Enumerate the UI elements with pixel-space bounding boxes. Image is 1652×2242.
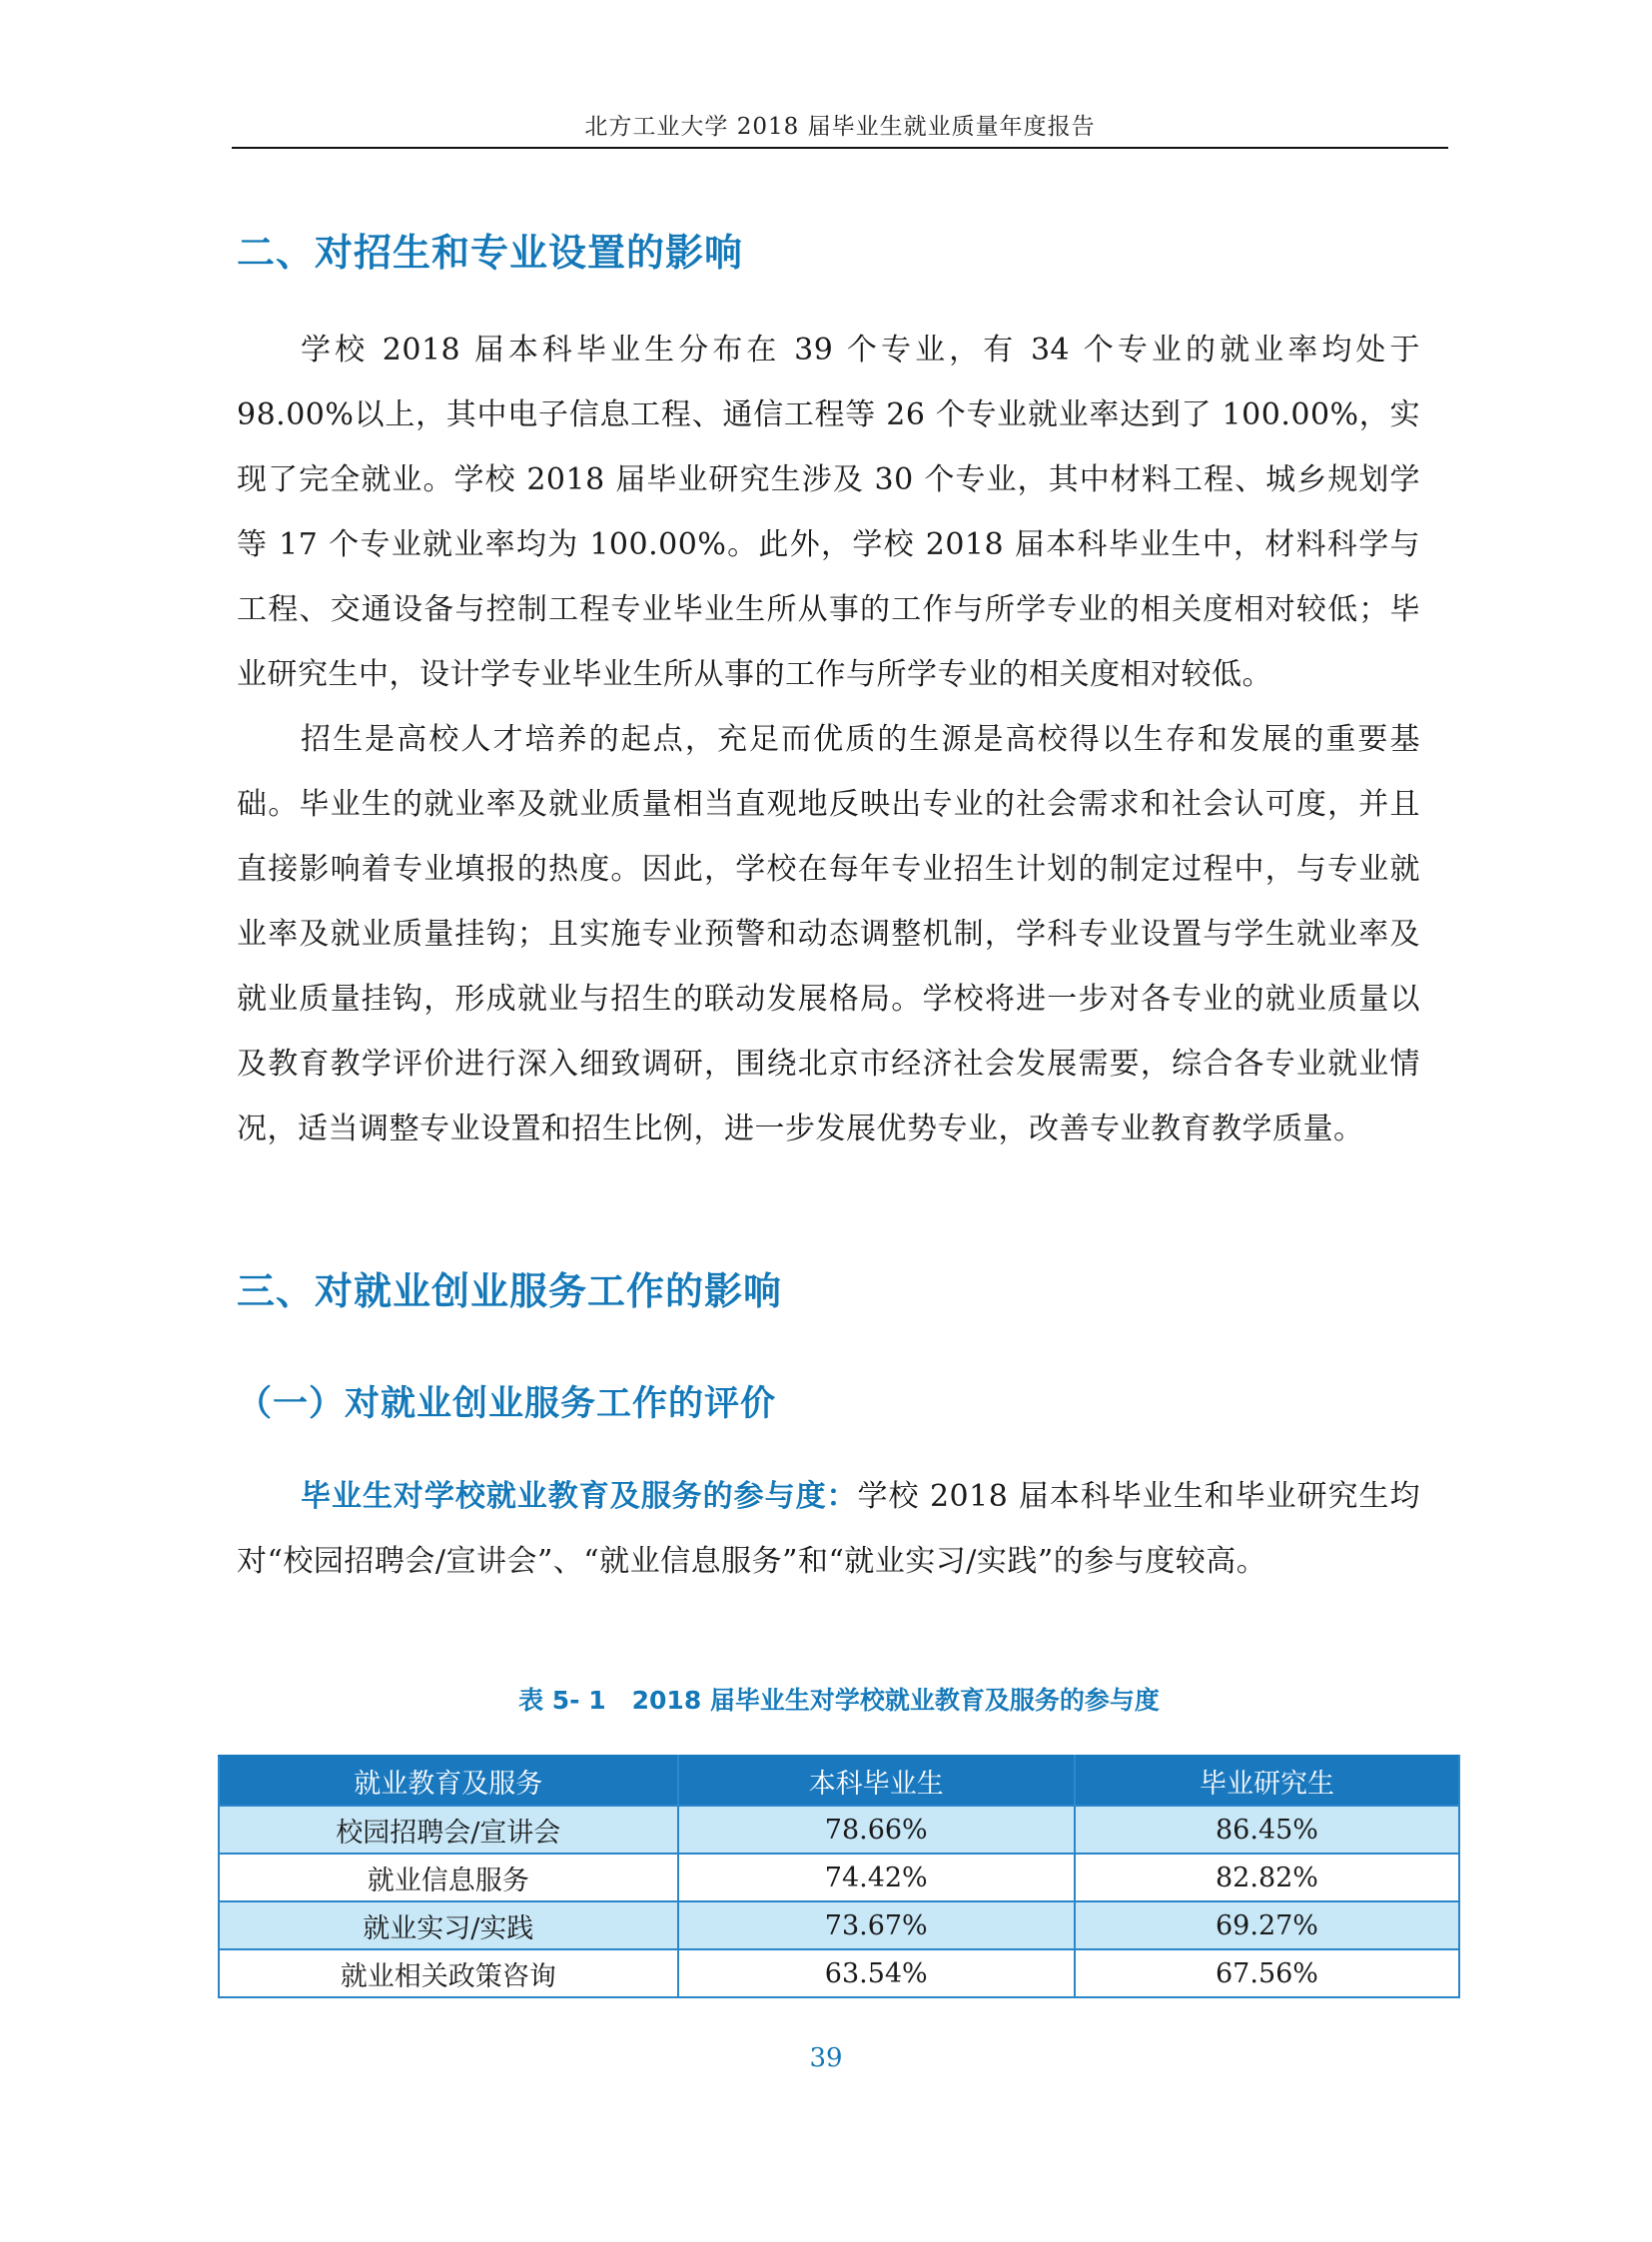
table-row bbox=[219, 1806, 1459, 1854]
table-header-row bbox=[219, 1756, 1459, 1806]
table-cell-undergraduate: 73.67% bbox=[678, 1901, 1075, 1949]
subsection-heading-evaluation: （一）对就业创业服务工作的评价 bbox=[237, 1384, 777, 1424]
paragraph-major-employment: 学校 2018 届本科毕业生分布在 39 个专业，有 34 个专业的就业率均处于 98.00%以上，其中电子信息工程、通信工程等 26 个专业就业率达到了 100.00%，实现了完全就业。学校 2018 届毕业研究生涉及 30 个专业，其中材料工程、城乡规划学等 17 个专业就业率均为 100.00%。此外，学校 2018 届本科毕业生中，材料科学与工程、交通设备与控制工程专业毕业生所从事的工作与所学专业的相关度相对较低；毕业研究生中，设计学专业毕业生所从事的工作与所学专业的相关度相对较低。 bbox=[237, 333, 1420, 692]
section-heading-services: 三、对就业创业服务工作的影响 bbox=[237, 1269, 783, 1313]
table-cell-undergraduate: 74.42% bbox=[678, 1854, 1075, 1901]
table-cell-graduate: 82.82% bbox=[1075, 1854, 1459, 1901]
table-caption bbox=[218, 1681, 1460, 1717]
table-row bbox=[219, 1949, 1459, 1997]
paragraph-enrollment-linkage: 招生是高校人才培养的起点，充足而优质的生源是高校得以生存和发展的重要基础。毕业生的就业率及就业质量相当直观地反映出专业的社会需求和社会认可度，并且直接影响着专业填报的热度。因此，学校在每年专业招生计划的制定过程中，与专业就业率及就业质量挂钩；且实施专业预警和动态调整机制，学科专业设置与学生就业率及就业质量挂钩，形成就业与招生的联动发展格局。学校将进一步对各专业的就业质量以及教育教学评价进行深入细致调研，围绕北京市经济社会发展需要，综合各专业就业情况，适当调整专业设置和招生比例，进一步发展优势专业，改善专业教育教学质量。 bbox=[237, 722, 1420, 1146]
table-row bbox=[219, 1854, 1459, 1901]
running-header: 北方工业大学 2018 届毕业生就业质量年度报告 bbox=[584, 114, 1096, 140]
table-cell-undergraduate: 78.66% bbox=[678, 1806, 1075, 1854]
table-header-undergraduate: 本科毕业生 bbox=[678, 1756, 1075, 1806]
participation-table bbox=[218, 1755, 1460, 1998]
table-caption-title: 2018 届毕业生对学校就业教育及服务的参与度 bbox=[631, 1686, 1160, 1715]
table-cell-service: 就业实习/实践 bbox=[219, 1901, 678, 1949]
lead-in-label: 毕业生对学校就业教育及服务的参与度： bbox=[301, 1479, 858, 1514]
table-cell-undergraduate: 63.54% bbox=[678, 1949, 1075, 1997]
table-cell-service: 就业信息服务 bbox=[219, 1854, 678, 1901]
table-row bbox=[219, 1901, 1459, 1949]
paragraph-participation bbox=[237, 1464, 1420, 1594]
table-header-graduate: 毕业研究生 bbox=[1075, 1756, 1459, 1806]
header-rule bbox=[232, 147, 1448, 149]
table-caption-number: 表 5- 1 bbox=[518, 1686, 606, 1715]
table-cell-graduate: 69.27% bbox=[1075, 1901, 1459, 1949]
table-cell-graduate: 67.56% bbox=[1075, 1949, 1459, 1997]
table-cell-graduate: 86.45% bbox=[1075, 1806, 1459, 1854]
paragraph-participation-text: 学校 2018 届本科毕业生和毕业研究生均对“校园招聘会/宣讲会”、“就业信息服务”和“就业实习/实践”的参与度较高。 bbox=[237, 1479, 1421, 1579]
table-cell-service: 校园招聘会/宣讲会 bbox=[219, 1806, 678, 1854]
table-header-service: 就业教育及服务 bbox=[219, 1756, 678, 1806]
table-cell-service: 就业相关政策咨询 bbox=[219, 1949, 678, 1997]
section-heading-enrollment: 二、对招生和专业设置的影响 bbox=[237, 231, 744, 275]
page-number: 39 bbox=[809, 2043, 843, 2073]
